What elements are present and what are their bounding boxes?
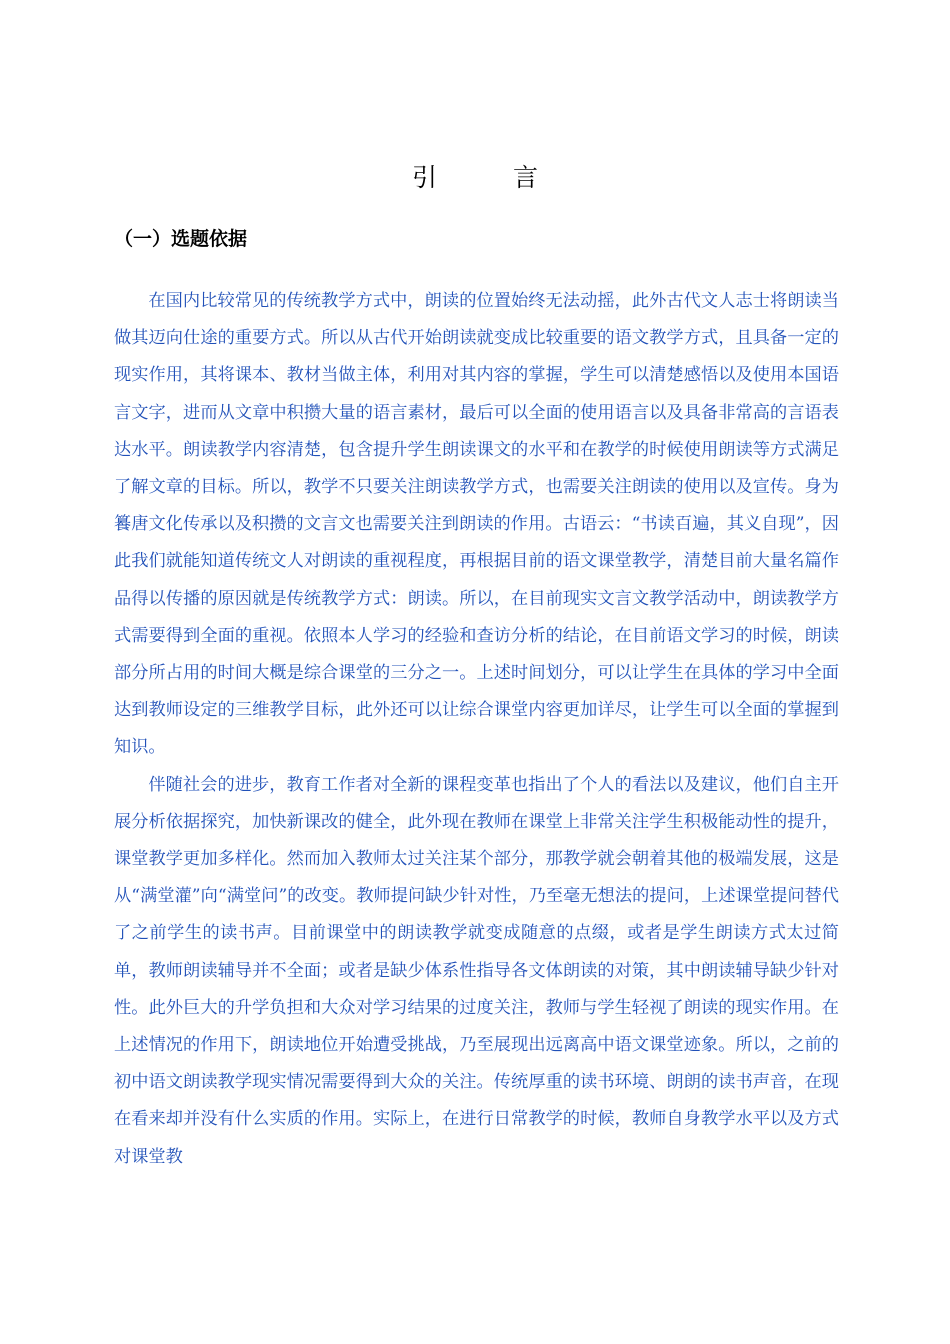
body-text bbox=[114, 283, 839, 1176]
page-title: 引 言 bbox=[412, 163, 572, 192]
section-heading: （一）选题依据 bbox=[114, 228, 248, 250]
paragraph-1: 在国内比较常见的传统教学方式中，朗读的位置始终无法动摇，此外古代文人志士将朗读当做其迈向仕途的重要方式。所以从古代开始朗读就变成比较重要的语文教学方式，且具备一定的现实作用，其将课本、教材当做主体，利用对其内容的掌握，学生可以清楚感悟以及使用本国语言文字，进而从文章中积攒大量的语言素材，最后可以全面的使用语言以及具备非常高的言语表达水平。朗读教学内容清楚，包含提升学生朗读课文的水平和在教学的时候使用朗读等方式满足了解文章的目标。所以，教学不只要关注朗读教学方式，也需要关注朗读的使用以及宣传。身为籑唐文化传承以及积攒的文言文也需要关注到朗读的作用。古语云：“书读百遍，其义自现”，因此我们就能知道传统文人对朗读的重视程度，再根据目前的语文课堂教学，清楚目前大量名篇作品得以传播的原因就是传统教学方式：朗读。所以，在目前现实文言文教学活动中，朗读教学方式需要得到全面的重视。依照本人学习的经验和查访分析的结论，在目前语文学习的时候，朗读部分所占用的时间大概是综合课堂的三分之一。上述时间划分，可以让学生在具体的学习中全面达到教师设定的三维教学目标，此外还可以让综合课堂内容更加详尽，让学生可以全面的掌握到知识。 bbox=[114, 291, 839, 758]
paragraph-2: 伴随社会的进步，教育工作者对全新的课程变革也指出了个人的看法以及建议，他们自主开展分析依据探究，加快新课改的健全，此外现在教师在课堂上非常关注学生积极能动性的提升，课堂教学更加多样化。然而加入教师太过关注某个部分，那教学就会朝着其他的极端发展，这是从“满堂灌”向“满堂问”的改变。教师提问缺少针对性，乃至毫无想法的提问，上述课堂提问替代了之前学生的读书声。目前课堂中的朗读教学就变成随意的点缀，或者是学生朗读方式太过简单，教师朗读辅导并不全面；或者是缺少体系性指导各文体朗读的对策，其中朗读辅导缺少针对性。此外巨大的升学负担和大众对学习结果的过度关注，教师与学生轻视了朗读的现实作用。在上述情况的作用下，朗读地位开始遭受挑战，乃至展现出远离高中语文课堂迹象。所以，之前的初中语文朗读教学现实情况需要得到大众的关注。传统厚重的读书环境、朗朗的读书声音，在现在看来却并没有什么实质的作用。实际上，在进行日常教学的时候，教师自身教学水平以及方式对课堂教 bbox=[114, 774, 839, 1167]
